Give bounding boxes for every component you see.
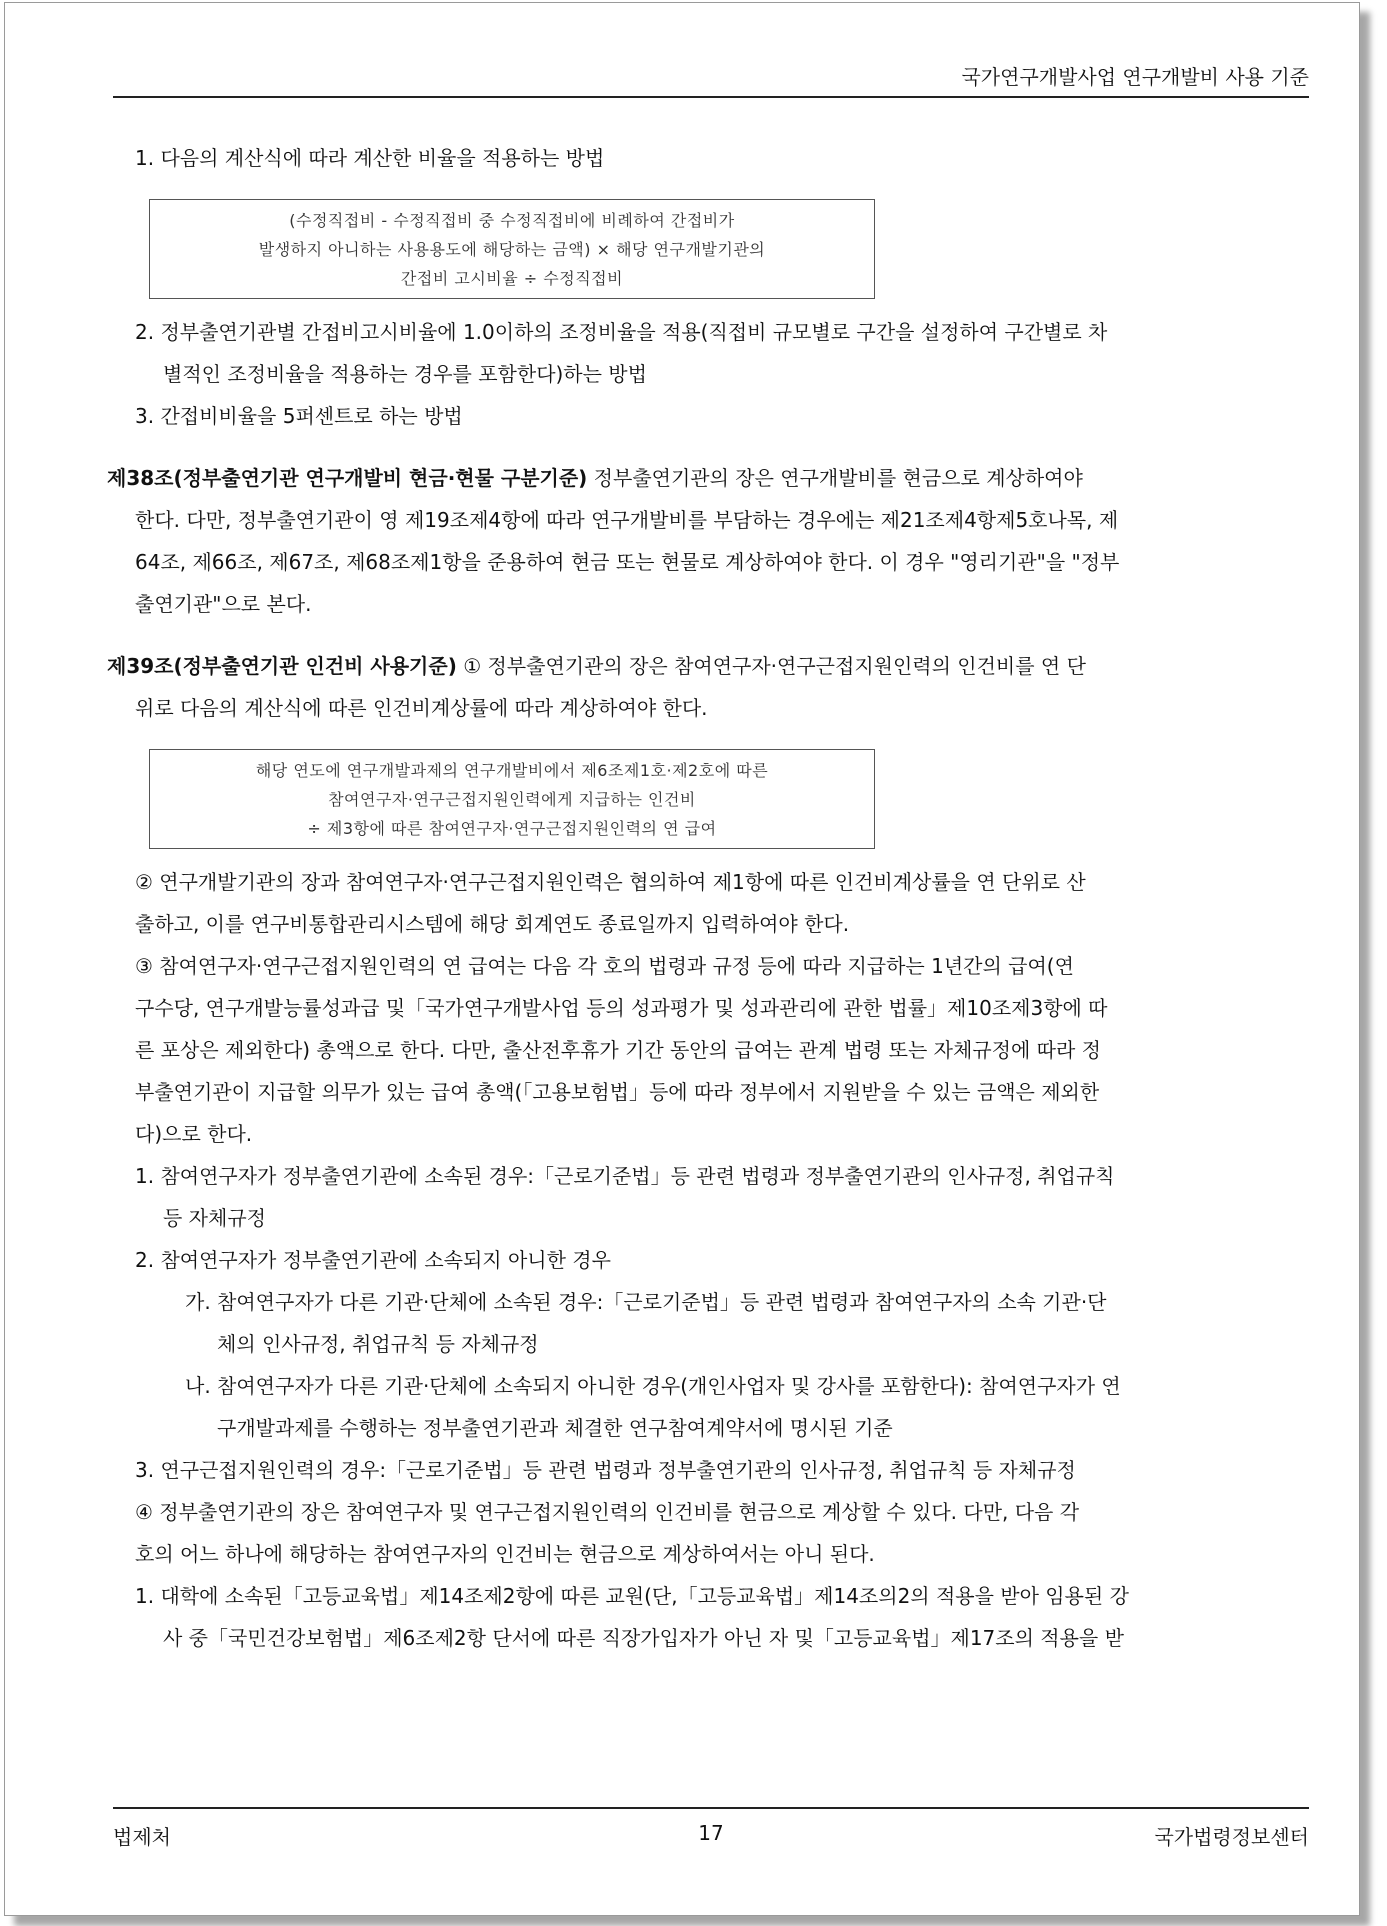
footer-divider	[113, 1807, 1309, 1809]
paragraph-3-cont: 구수당, 연구개발능률성과급 및「국가연구개발사업 등의 성과평가 및 성과관리에 관한 법률」제10조제3항에 따	[135, 996, 1108, 1020]
article-39-line: 위로 다음의 계산식에 따른 인건비계상률에 따라 계상하여야 한다.	[135, 696, 708, 720]
item-1: 1. 다음의 계산식에 따라 계산한 비율을 적용하는 방법	[135, 146, 605, 170]
item-2: 2. 정부출연기관별 간접비고시비율에 1.0이하의 조정비율을 적용(직접비 규모별로 구간을 설정하여 구간별로 차	[135, 320, 1108, 344]
document-body	[107, 137, 1309, 1659]
paragraph-4: ④ 정부출연기관의 장은 참여연구자 및 연구근접지원인력의 인건비를 현금으로 계상할 수 있다. 다만, 다음 각	[135, 1500, 1080, 1524]
paragraph-4-cont: 호의 어느 하나에 해당하는 참여연구자의 인건비는 현금으로 계상하여서는 아니 된다.	[135, 1542, 875, 1566]
paragraph-3: ③ 참여연구자·연구근접지원인력의 연 급여는 다음 각 호의 법령과 규정 등에 따라 지급하는 1년간의 급여(연	[135, 954, 1074, 978]
article-38-line: 한다. 다만, 정부출연기관이 영 제19조제4항에 따라 연구개발비를 부담하는 경우에는 제21조제4항제5호나목, 제	[135, 508, 1119, 532]
footer-publisher: 법제처	[113, 1825, 171, 1849]
article-38-line: 출연기관"으로 본다.	[135, 592, 312, 616]
formula-line: 해당 연도에 연구개발과제의 연구개발비에서 제6조제1호·제2호에 따른	[255, 761, 769, 780]
formula-box-labor-cost	[149, 749, 875, 849]
sub-item-2: 2. 참여연구자가 정부출연기관에 소속되지 아니한 경우	[135, 1248, 611, 1272]
article-38-text: 정부출연기관의 장은 연구개발비를 현금으로 계상하여야	[587, 466, 1083, 490]
paragraph-3-cont: 른 포상은 제외한다) 총액으로 한다. 다만, 출산전후휴가 기간 동안의 급여는 관계 법령 또는 자체규정에 따라 정	[135, 1038, 1101, 1062]
item-3: 3. 간접비비율을 5퍼센트로 하는 방법	[135, 404, 463, 428]
footer-source: 국가법령정보센터	[1154, 1825, 1309, 1849]
article-38-line: 64조, 제66조, 제67조, 제68조제1항을 준용하여 현금 또는 현물로 계상하여야 한다. 이 경우 "영리기관"을 "정부	[135, 550, 1120, 574]
formula-line: 발생하지 아니하는 사용용도에 해당하는 금액) × 해당 연구개발기관의	[258, 240, 766, 259]
article-38-title: 제38조(정부출연기관 연구개발비 현금·현물 구분기준)	[107, 466, 588, 490]
formula-line: 간접비 고시비율 ÷ 수정직접비	[400, 269, 624, 288]
sub-item-na: 나. 참여연구자가 다른 기관·단체에 소속되지 아니한 경우(개인사업자 및 강사를 포함한다): 참여연구자가 연	[185, 1374, 1121, 1398]
paragraph-3-cont: 다)으로 한다.	[135, 1122, 253, 1146]
page-header: 국가연구개발사업 연구개발비 사용 기준	[961, 65, 1309, 89]
paragraph-3-cont: 부출연기관이 지급할 의무가 있는 급여 총액(「고용보험법」등에 따라 정부에서 지원받을 수 있는 금액은 제외한	[135, 1080, 1100, 1104]
document-page	[4, 2, 1360, 1916]
formula-box-indirect-cost	[149, 199, 875, 299]
page-number: 17	[698, 1821, 724, 1845]
sub-item-1: 1. 참여연구자가 정부출연기관에 소속된 경우:「근로기준법」등 관련 법령과 정부출연기관의 인사규정, 취업규칙	[135, 1164, 1115, 1188]
sub-item-na-cont: 구개발과제를 수행하는 정부출연기관과 체결한 연구참여계약서에 명시된 기준	[217, 1416, 893, 1440]
article-39	[107, 645, 1309, 687]
article-39-title: 제39조(정부출연기관 인건비 사용기준)	[107, 654, 457, 678]
para4-item-1-cont: 사 중「국민건강보험법」제6조제2항 단서에 따른 직장가입자가 아닌 자 및「고등교육법」제17조의 적용을 받	[163, 1626, 1124, 1650]
formula-line: (수정직접비 - 수정직접비 중 수정직접비에 비례하여 간접비가	[289, 211, 735, 230]
paragraph-2: ② 연구개발기관의 장과 참여연구자·연구근접지원인력은 협의하여 제1항에 따른 인건비계상률을 연 단위로 산	[135, 870, 1086, 894]
formula-line: ÷ 제3항에 따른 참여연구자·연구근접지원인력의 연 급여	[307, 819, 717, 838]
sub-item-ga-cont: 체의 인사규정, 취업규칙 등 자체규정	[217, 1332, 539, 1356]
header-divider	[113, 96, 1309, 98]
sub-item-3: 3. 연구근접지원인력의 경우:「근로기준법」등 관련 법령과 정부출연기관의 인사규정, 취업규칙 등 자체규정	[135, 1458, 1076, 1482]
sub-item-1-cont: 등 자체규정	[163, 1206, 266, 1230]
article-38	[107, 457, 1309, 499]
item-2-cont: 별적인 조정비율을 적용하는 경우를 포함한다)하는 방법	[163, 362, 647, 386]
paragraph-2-cont: 출하고, 이를 연구비통합관리시스템에 해당 회계연도 종료일까지 입력하여야 한다.	[135, 912, 850, 936]
para4-item-1: 1. 대학에 소속된「고등교육법」제14조제2항에 따른 교원(단,「고등교육법」제14조의2의 적용을 받아 임용된 강	[135, 1584, 1129, 1608]
sub-item-ga: 가. 참여연구자가 다른 기관·단체에 소속된 경우:「근로기준법」등 관련 법령과 참여연구자의 소속 기관·단	[185, 1290, 1107, 1314]
article-39-text: ① 정부출연기관의 장은 참여연구자·연구근접지원인력의 인건비를 연 단	[456, 654, 1086, 678]
formula-line: 참여연구자·연구근접지원인력에게 지급하는 인건비	[328, 790, 696, 809]
